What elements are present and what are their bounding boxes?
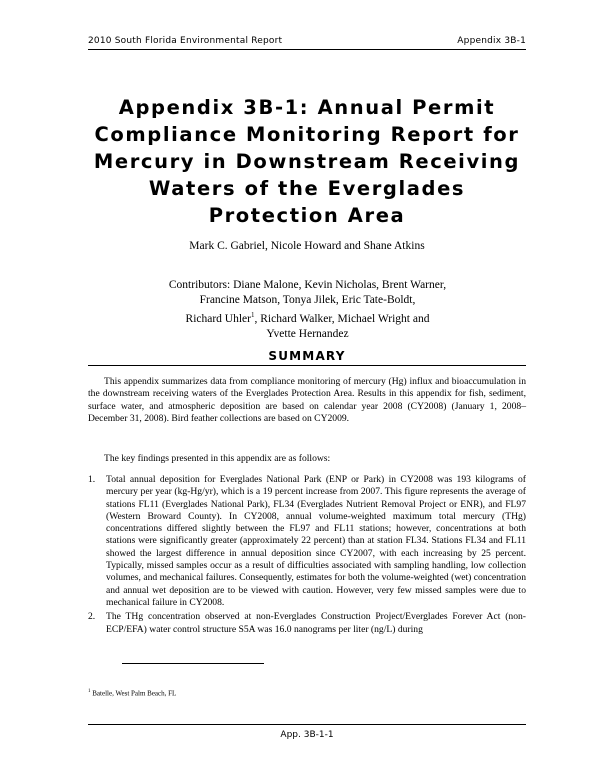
- summary-rule: [88, 365, 526, 366]
- appendix-label: Appendix 3B-1: [457, 36, 526, 46]
- footnote: [88, 689, 176, 697]
- finding-item: [88, 611, 526, 636]
- finding-number: 1.: [88, 474, 96, 485]
- title-line: Waters of the Everglades: [148, 177, 466, 200]
- title-line: Appendix 3B-1: Annual Permit: [118, 96, 496, 119]
- contributors-line: Yvette Hernandez: [266, 327, 349, 340]
- footer-rule: [88, 724, 526, 725]
- finding-number: 2.: [88, 611, 96, 623]
- contributors: [160, 278, 455, 342]
- key-findings-list: [88, 474, 526, 638]
- summary-paragraph: This appendix summarizes data from compliance monitoring of mercury (Hg) influx and bioaccumulation in the downstream receiving waters of the Everglades Protection Area. Results in this appendix for fish, sediment, surface water, and atmospheric deposition are based on calendar year 2008 (CY2008) (January 1, 2008–December 31, 2008). Bird feather collections are based on CY2009.: [88, 376, 526, 424]
- finding-text: The THg concentration observed at non-Everglades Construction Project/Everglades Forever Act (non-ECP/EFA) water control structure S5A was 16.0 nanograms per liter (ng/L) during: [106, 611, 526, 635]
- authors: Mark C. Gabriel, Nicole Howard and Shane Atkins: [189, 240, 425, 252]
- contributors-line: Contributors: Diane Malone, Kevin Nicholas, Brent Warner,: [168, 279, 447, 291]
- title-line: Protection Area: [208, 204, 406, 227]
- footnote-mark: 1: [88, 689, 91, 694]
- document-title: [88, 94, 526, 229]
- footnote-text: Batelle, West Palm Beach, FL: [92, 689, 177, 698]
- finding-item: [88, 474, 526, 609]
- running-header: [88, 36, 526, 46]
- finding-text: Total annual deposition for Everglades National Park (ENP or Park) in CY2008 was 193 kilograms of mercury per year (kg-Hg/yr), which is a 19 percent increase from 2007. This figure represents the average of stations FL11 (Everglades National Park), FL34 (Everglades Nutrient Removal Project or ENR), and FL97 (Western Broward County). In CY2008, annual volume-weighted maximum total mercury (THg) concentrations differed slightly between the FL97 and FL11 stations; however, concentrations at both stations were significantly greater (approximately 22 percent) than at station FL34. Stations FL34 and FL11 showed the largest difference in annual deposition since CY2007, with each increasing by 25 percent. Typically, missed samples occur as a result of difficulties associated with sampling handling, low collection volumes, and mechanical failures. Consequently, estimates for both the volume-weighted (wet) concentration and annual wet deposition are to be viewed with caution. However, very few missed samples were due to mechanical failure in CY2008.: [106, 474, 526, 608]
- contributors-line: Richard Uhler: [185, 312, 251, 325]
- contributors-line: Francine Matson, Tonya Jilek, Eric Tate-Boldt,: [199, 294, 416, 306]
- title-line: Mercury in Downstream Receiving: [93, 150, 521, 173]
- report-name: 2010 South Florida Environmental Report: [88, 36, 283, 46]
- contributors-line: , Richard Walker, Michael Wright and: [254, 312, 430, 325]
- title-line: Compliance Monitoring Report for: [94, 123, 520, 146]
- header-rule: [88, 49, 526, 50]
- page-number: App. 3B-1-1: [280, 730, 334, 740]
- footnote-reference: 1: [251, 311, 255, 319]
- footnote-rule: [122, 663, 264, 664]
- summary-heading: SUMMARY: [268, 349, 346, 363]
- key-findings-intro: The key findings presented in this appendix are as follows:: [104, 453, 331, 464]
